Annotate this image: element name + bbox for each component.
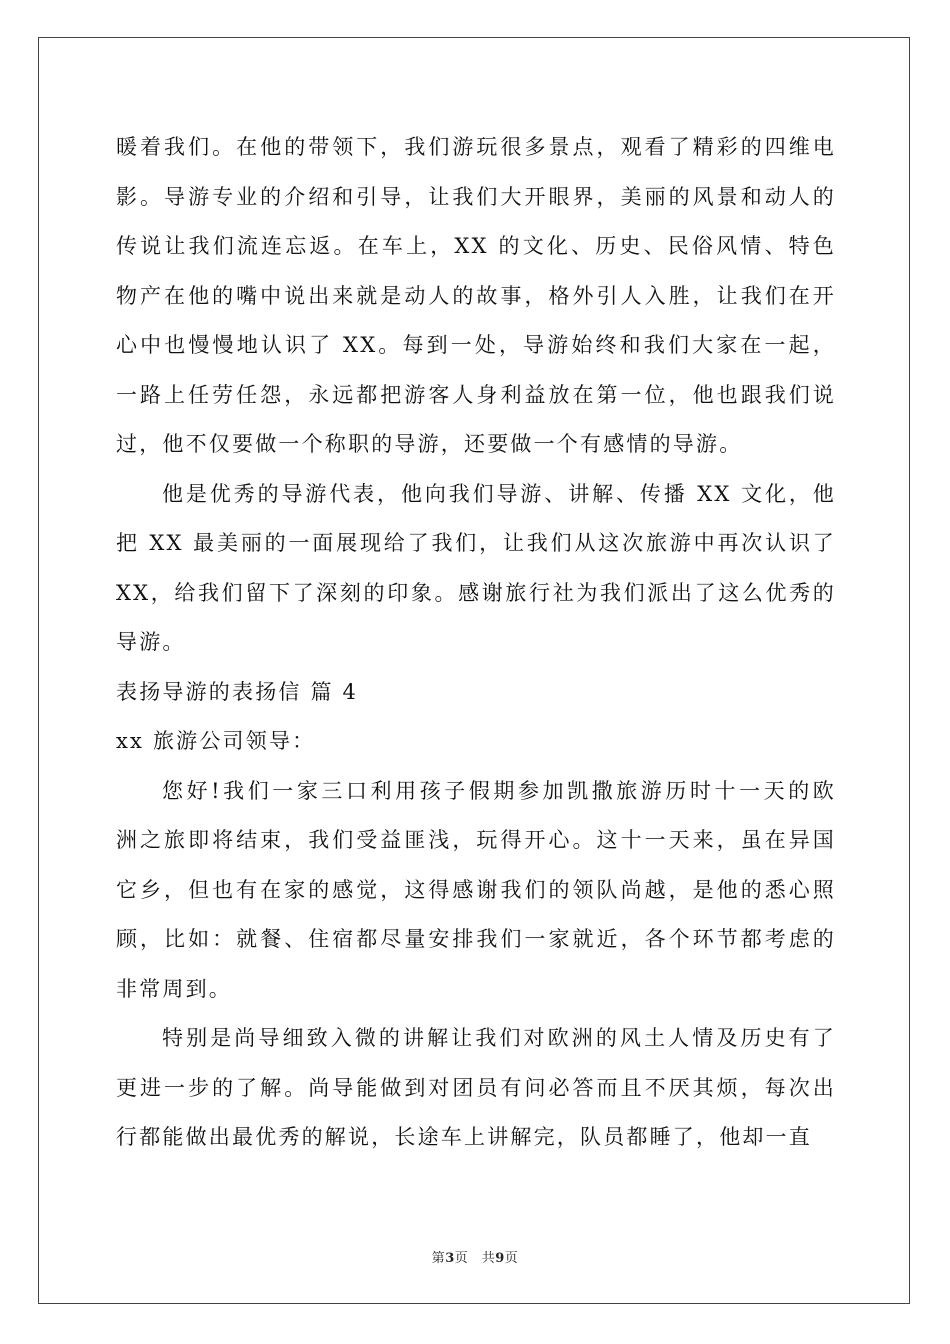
text-line: 您好!我们一家三口利用孩子假期参加凯撒旅游历时十一天的欧 bbox=[162, 778, 836, 803]
text-line: 把 XX 最美丽的一面展现给了我们，让我们从这次旅游中再次认识了 bbox=[116, 531, 836, 555]
text-line: 心中也慢慢地认识了 XX。每到一处，导游始终和我们大家在一起， bbox=[116, 333, 836, 357]
text-line: 它乡，但也有在家的感觉，这得感谢我们的领队尚越，是他的悉心照 bbox=[116, 877, 836, 902]
total-page-number: 9 bbox=[495, 1251, 505, 1266]
footer-prefix: 第 bbox=[431, 1251, 446, 1266]
paragraph bbox=[116, 767, 836, 1015]
text-line: 暖着我们。在他的带领下，我们游玩很多景点，观看了精彩的四维电 bbox=[116, 135, 836, 159]
current-page-number: 3 bbox=[445, 1251, 455, 1266]
text-line: 更进一步的了解。尚导能做到对团员有问必答而且不厌其烦，每次出 bbox=[116, 1075, 836, 1100]
text-line: 他是优秀的导游代表，他向我们导游、讲解、传播 XX 文化，他 bbox=[162, 481, 836, 506]
text-line: XX，给我们留下了深刻的印象。感谢旅行社为我们派出了这么优秀的 bbox=[116, 580, 836, 605]
text-line: 特别是尚导细致入微的讲解让我们对欧洲的风土人情及历史有了 bbox=[162, 1026, 836, 1050]
paragraph bbox=[116, 1014, 836, 1163]
footer-mid: 页 共 bbox=[454, 1251, 496, 1266]
text-line: 传说让我们流连忘返。在车上，XX 的文化、历史、民俗风情、特色 bbox=[116, 234, 836, 258]
text-line: 行都能做出最优秀的解说，长途车上讲解完，队员都睡了，他却一直 bbox=[116, 1125, 812, 1149]
text-line: xx 旅游公司领导： bbox=[116, 729, 316, 753]
text-line: 洲之旅即将结束，我们受益匪浅，玩得开心。这十一天来，虽在异国 bbox=[116, 828, 836, 852]
document-body bbox=[116, 123, 836, 1163]
text-line: 一路上任劳任怨，永远都把游客人身利益放在第一位，他也跟我们说 bbox=[116, 382, 836, 407]
text-line: 表扬导游的表扬信 篇 4 bbox=[116, 679, 359, 704]
text-line: 导游。 bbox=[116, 630, 186, 654]
paragraph bbox=[116, 717, 836, 767]
paragraph bbox=[116, 123, 836, 470]
text-line: 影。导游专业的介绍和引导，让我们大开眼界，美丽的风景和动人的 bbox=[116, 184, 836, 209]
paragraph bbox=[116, 470, 836, 668]
text-line: 过，他不仅要做一个称职的导游，还要做一个有感情的导游。 bbox=[116, 432, 743, 456]
paragraph bbox=[116, 668, 836, 718]
page-footer bbox=[0, 1247, 950, 1266]
footer-suffix: 页 bbox=[504, 1251, 519, 1266]
text-line: 物产在他的嘴中说出来就是动人的故事，格外引人入胜，让我们在开 bbox=[116, 283, 836, 308]
text-line: 非常周到。 bbox=[116, 976, 232, 1001]
text-line: 顾，比如：就餐、住宿都尽量安排我们一家就近，各个环节都考虑的 bbox=[116, 927, 836, 951]
